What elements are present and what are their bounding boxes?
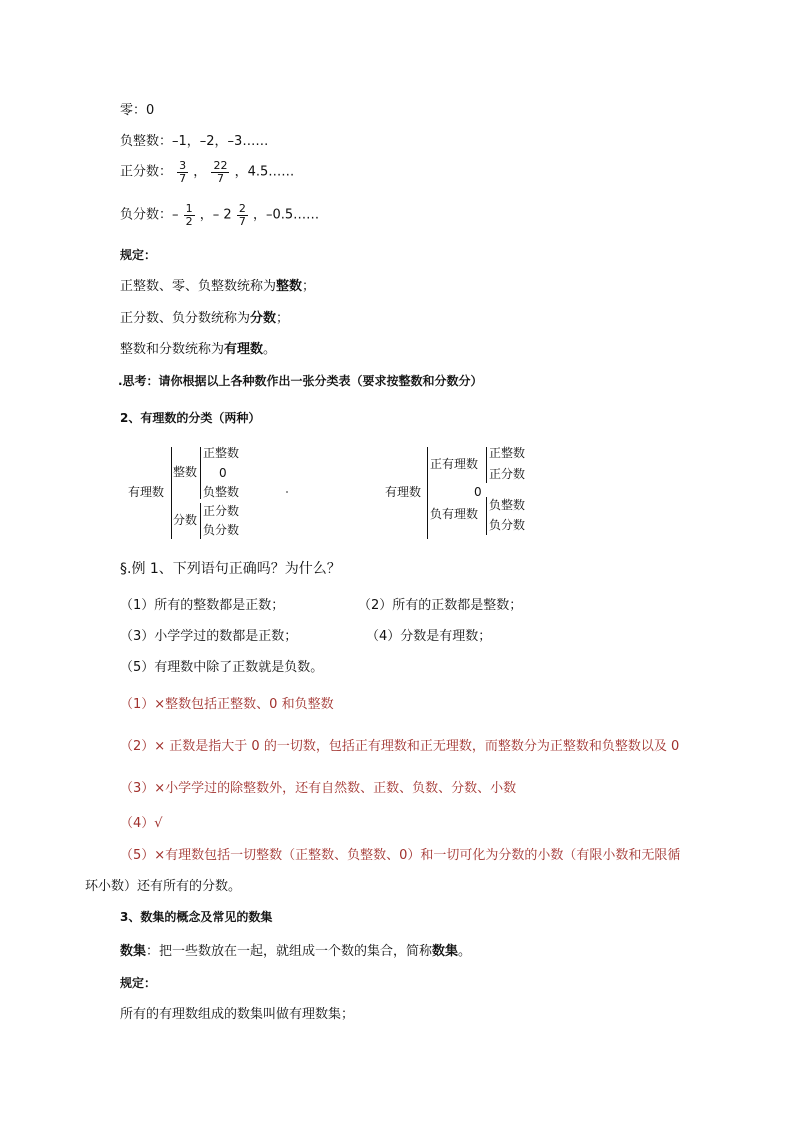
tree1-integer: 整数 xyxy=(173,465,198,479)
question-2: （2）所有的正数都是整数； xyxy=(358,598,523,613)
tree2-negative-brace xyxy=(486,497,487,535)
rule-title: 规定： xyxy=(120,248,157,262)
negative-mixed-whole: ，– 2 xyxy=(199,207,232,223)
section-3-heading: 3、数集的概念及常见的数集 xyxy=(120,910,273,924)
rule-line-1-text: 正整数、零、负整数统称为 xyxy=(120,279,277,294)
question-1: （1）所有的整数都是正数； xyxy=(120,598,285,613)
fraction-2-7: $\frac{2}{7}$ xyxy=(238,202,246,228)
rule-line-3 xyxy=(120,343,276,356)
rule-line-1 xyxy=(120,280,315,293)
think-prompt: .思考：请你根据以上各种数作出一张分类表（要求按整数和分数分） xyxy=(118,374,483,388)
term-number-set-short: 数集 xyxy=(432,944,459,959)
term-rational: 有理数 xyxy=(224,342,264,357)
tree1-root-brace xyxy=(171,447,172,539)
set-definition-text: ：把一些数放在一起，就组成一个数的集合，简称 xyxy=(146,944,433,959)
tree2-negative-fraction: 负分数 xyxy=(489,518,526,532)
tree2-positive-rational: 正有理数 xyxy=(430,457,479,471)
answer-4: （4）√ xyxy=(120,816,163,831)
negative-fraction-line xyxy=(120,203,319,227)
tree1-integer-brace xyxy=(200,447,201,499)
tree1-root: 有理数 xyxy=(128,485,165,499)
tree2-root: 有理数 xyxy=(385,485,422,499)
rule-line-2-text: 正分数、负分数统称为 xyxy=(120,311,251,326)
positive-fraction-label: 正分数： xyxy=(120,164,173,180)
answer-5-line-1: （5）×有理数包括一切整数（正整数、负整数、0）和一切可化为分数的小数（有限小数和无限循 xyxy=(120,848,681,863)
rule-line-3-text: 整数和分数统称为 xyxy=(120,342,225,357)
zero-line: 零：0 xyxy=(120,103,155,118)
positive-fraction-tail: ，4.5…… xyxy=(234,164,295,180)
tree2-positive-fraction: 正分数 xyxy=(489,467,526,481)
tree1-positive-integer: 正整数 xyxy=(203,446,240,460)
tree2-positive-brace xyxy=(486,447,487,483)
tree1-zero: 0 xyxy=(219,466,227,480)
minus-sign: – xyxy=(172,207,179,223)
answer-5-line-2: 环小数）还有所有的分数。 xyxy=(85,879,242,894)
tree2-root-brace xyxy=(427,447,428,539)
fraction-1-2: $\frac{1}{2}$ xyxy=(185,202,193,228)
term-number-set: 数集 xyxy=(120,944,147,959)
separator: ， xyxy=(193,164,207,180)
question-4: （4）分数是有理数； xyxy=(366,629,492,644)
rule-line-2 xyxy=(120,312,289,325)
question-3: （3）小学学过的数都是正数； xyxy=(120,629,298,644)
negative-integer-label: 负整数： xyxy=(120,134,173,149)
question-5: （5）有理数中除了正数就是负数。 xyxy=(120,660,324,675)
tree2-negative-integer: 负整数 xyxy=(489,498,526,512)
rule-line-3-end: 。 xyxy=(263,342,277,357)
negative-fraction-label: 负分数： xyxy=(120,207,173,223)
term-integer: 整数 xyxy=(276,279,303,294)
tree1-fraction-brace xyxy=(200,503,201,539)
positive-fraction-line xyxy=(120,160,294,184)
negative-integer-values: –1，–2，–3…… xyxy=(172,134,269,149)
rule-line-1-end: ； xyxy=(302,279,316,294)
stray-dot xyxy=(286,491,288,493)
rule-2-line-1: 所有的有理数组成的数集叫做有理数集； xyxy=(120,1007,355,1022)
tree1-negative-integer: 负整数 xyxy=(203,485,240,499)
fraction-3-7: $\frac{3}{7}$ xyxy=(179,159,187,185)
tree1-positive-fraction: 正分数 xyxy=(203,504,240,518)
section-2-heading: 2、有理数的分类（两种） xyxy=(120,411,261,425)
tree2-zero: 0 xyxy=(474,485,482,499)
set-definition-end: 。 xyxy=(458,944,472,959)
example-1-title: §.例 1、下列语句正确吗？为什么？ xyxy=(120,561,341,577)
negative-integer-line xyxy=(120,135,268,148)
term-fraction: 分数 xyxy=(250,311,277,326)
rule-2-title: 规定： xyxy=(120,976,157,990)
answer-3: （3）×小学学过的除整数外，还有自然数、正数、负数、分数、小数 xyxy=(120,781,517,796)
tree2-negative-rational: 负有理数 xyxy=(430,507,479,521)
answer-1: （1）×整数包括正整数、0 和负整数 xyxy=(120,697,334,712)
set-definition xyxy=(120,945,471,958)
negative-fraction-tail: ，–0.5…… xyxy=(252,207,320,223)
tree1-fraction: 分数 xyxy=(173,513,198,527)
tree1-negative-fraction: 负分数 xyxy=(203,523,240,537)
tree2-positive-integer: 正整数 xyxy=(489,446,526,460)
rule-line-2-end: ； xyxy=(276,311,290,326)
answer-2: （2）× 正数是指大于 0 的一切数，包括正有理数和正无理数，而整数分为正整数和负整数以及 0 xyxy=(120,739,680,754)
fraction-22-7: $\frac{22}{7}$ xyxy=(213,159,228,185)
